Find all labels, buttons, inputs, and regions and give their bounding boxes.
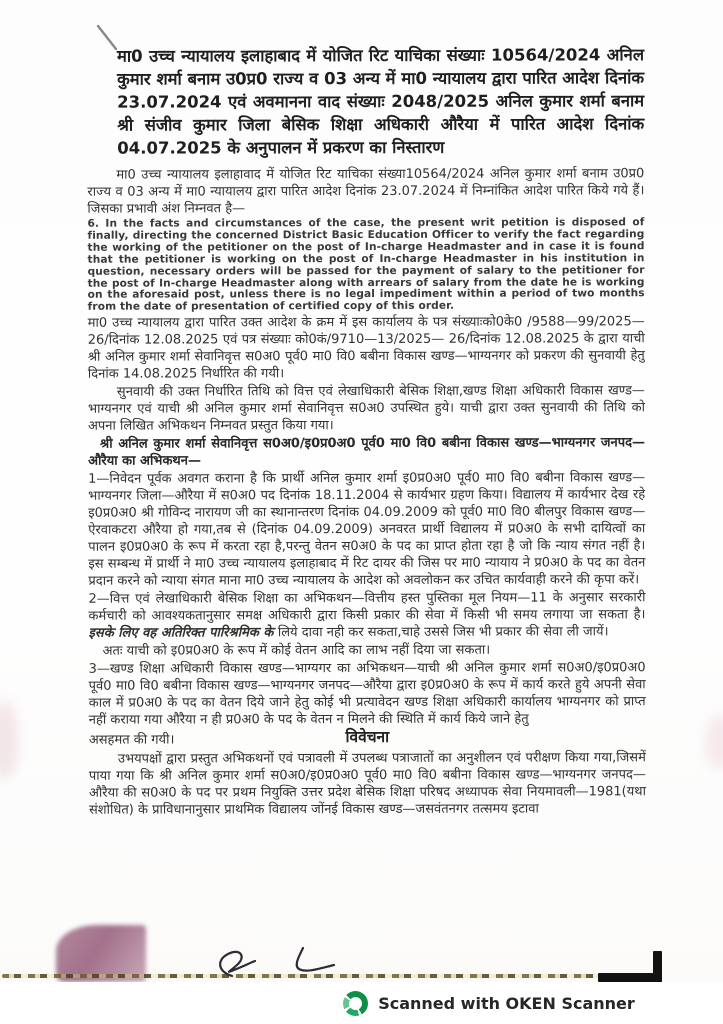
paragraph-point-3: 3—खण्ड शिक्षा अधिकारी विकास खण्ड—भाग्यगर का अभिकथन—याची श्री अनिल कुमार शर्मा स0अ0/इ0प्र0अ0 पूर्व0 मा0 वि0 बबीना विकास खण्ड—भाग्यनगर जनपद—औरैया द्वारा इ0प्र0अ0 के रूप में कार्य करते हुये अपनी सेवा काल में प्र0अ0 के पद का वेतन दिये जाने हेतु कोई भी प्रत्यावेदन खण्ड शिक्षा अधिकारी कार्यालय भाग्यनगर को प्राप्त नहीं कराया गया औरैया न ही प्र0अ0 के पद के वेतन न मिलने की स्थिति में कार्य किये जाने हेतु [88,660,646,728]
scanner-footer [0,982,723,1024]
section-heading-row [89,729,646,751]
paragraph-office-letter: मा0 उच्च न्यायालय द्वारा पारित उक्त आदेश के क्रम में इस कार्यालय के पत्र संख्याःको0के0 /9588—99/2025—26/दिनांक 12.08.2025 एवं पत्र संख्याः को0कं/9710—13/2025— 26/दिनांक 12.08.2025 के द्वारा याची श्री अनिल कुमार शर्मा सेवानिवृत्त स0अ0 पूर्व0 मा0 वि0 बबीना विकास खण्ड—भाग्यनगर को प्रकरण की सुनवायी हेतु दिनांक 14.08.2025 निर्धारित की गयी। [87,314,645,382]
paragraph-point-1: 1—निवेदन पूर्वक अवगत कराना है कि प्रार्थी अनिल कुमार शर्मा इ0प्र0अ0 पूर्व0 मा0 वि0 बबीना विकास खण्ड—भाग्यनगर जिला—औरैया में स0अ0 पद दिनांक 18.11.2004 से कार्यभार ग्रहण किया। विद्यालय में कार्यभार देख रहे इ0प्र0अ0 श्री गोविन्द नारायण जी का स्थानान्तरण दिनांक 04.09.2009 को पूर्व0 मा0 वि0 बीलपुर विकास खण्ड—ऐरवाकटरा औरैया हो गया,तब से (दिनांक 04.09.2009) अनवरत प्रार्थी विद्यालय में प्र0अ0 के सभी दायित्वों का पालन इ0प्र0अ0 के रूप में करता रहा है,परन्तु वेतन स0अ0 के पद का प्राप्त होता रहा है जो कि न्याय संगत नहीं है। इस सम्बन्ध में प्रार्थी ने मा0 उच्च न्यायालय इलाहाबाद में रिट दायर की जिस पर मा0 न्यायाय ने प्र0अ0 के पद का वेतन प्रदान करने को न्याया संगत माना मा0 उच्च न्यायालय के आदेश को अवलोकन कर उचित कार्यवाही करने की कृपा करें। [88,470,646,589]
paragraph-point-2 [88,590,645,642]
scanner-footer-label: Scanned with OKEN Scanner [378,993,635,1013]
section-heading-vivechna: विवेचना [345,728,390,747]
scan-smudge-left [0,700,18,780]
point-2-text: 2—वित्त एवं लेखाधिकारी बेसिक शिक्षा का अभिकथन—वित्तीय हस्त पुस्तिका मूल नियम—11 के अनुसार सरकारी कर्मचारी को आवश्यकतानुसार समक्ष अधिकारी द्वारा किसी प्रकार की सेवा में किसी भी समय लगाया जा सकता है। [88,590,646,624]
paragraph-discussion: उभयपक्षों द्वारा प्रस्तुत अभिकथनों एवं पत्रावली में उपलब्ध पत्राजातों का अनुशीलन एवं परीक्षण किया गया,जिसमें पाया गया कि श्री अनिल कुमार शर्मा स0अ0/इ0प्र0अ0 पूर्व0 मा0 वि0 बबीना विकास खण्ड—भाग्यनगर जनपद—औरैया की स0अ0 के पद पर प्रथम नियुक्ति उत्तर प्रदेश बेसिक शिक्षा परिषद अध्यापक सेवा नियमावली—1981(यथा संशोधित) के प्राविधानानुसार प्राथमिक विद्यालय जोंनई विकास खण्ड—जसवंतनगर तत्समय इटावा [88,750,646,818]
paragraph-conclusion-note: अतः याची को इ0प्र0अ0 के रूप में कोई वेतन आदि का लाभ नहीं दिया जा सकता। [102,642,491,659]
point-3-tail: असहमत की गयी। [88,732,175,748]
point-2-text-end: लिये दावा नही कर सकता,चाहे उससे जिस भी प्रकार की सेवा ली जायें। [277,624,609,641]
point-2-emphasis: इसके लिए वह अतिरिक्त पारिश्रमिक के [88,625,278,641]
scan-smudge-right [705,715,723,770]
document-body [87,43,646,820]
document-title: मा0 उच्च न्यायालय इलाहाबाद में योजित रिट याचिका संख्याः 10564/2024 अनिल कुमार शर्मा बनाम उ0प्र0 राज्य व 03 अन्य में मा0 न्यायालय द्वारा पारित आदेश दिनांक 23.07.2024 एवं अवमानना वाद संख्याः 2048/2025 अनिल कुमार शर्मा बनाम श्री संजीव कुमार जिला बेसिक शिक्षा अधिकारी औरैया में पारित आदेश दिनांक 04.07.2025 के अनुपालन में प्रकरण का निस्तारण [116,45,645,158]
oken-scanner-logo-icon [343,991,368,1016]
page-bottom-edge [2,974,630,978]
paragraph-english-court-order: 6. In the facts and circumstances of the case, the present writ petition is disposed of finally, directing the concerned District Basic Education Officer to verify the fact regarding the working of the petitioner on the post of In-charge Headmaster and in case it is found that the petitioner is working on the post of In-charge Headmaster in his institution in question, necessary orders will be passed for the payment of salary to the petitioner for the post of In-charge Headmaster along with arrears of salary from the date he is working on the aforesaid post, unless there is no legal impediment within a period of two months from the date of presentation of certified copy of this order. [87,216,645,314]
statement-heading: श्री अनिल कुमार शर्मा सेवानिवृत्त स0अ0/इ0प्र0अ0 पूर्व0 मा0 वि0 बबीना विकास खण्ड—भाग्यनगर जनपद—औरैया का अभिकथन— [88,435,646,469]
paragraph-intro: मा0 उच्च न्यायालय इलाहावाद में योजित रिट याचिका संख्या10564/2024 अनिल कुमार शर्मा बनाम उ0प्र0 राज्य व 03 अन्य में मा0 न्यायालय द्वारा पारित आदेश दिनांक 23.07.2024 में निम्नांकित आदेश पारित किये गये हैं। जिसका प्रभावी अंश निम्नवत है— [87,166,645,217]
paragraph-hearing: सुनवायी की उक्त निर्धारित तिथि को वित्त एवं लेखाधिकारी बेसिक शिक्षा,खण्ड शिक्षा अधिकारी विकास खण्ड—भाग्यनगर एवं याची श्री अनिल कुमार शर्मा सेवानिवृत्त स0अ0 उपस्थित हुये। याची द्वारा उक्त सुनवायी की तिथि को अपना लिखित अभिकथन निम्नवत प्रस्तुत किया गया। [87,383,645,434]
page-corner-mark-vertical [653,951,662,982]
